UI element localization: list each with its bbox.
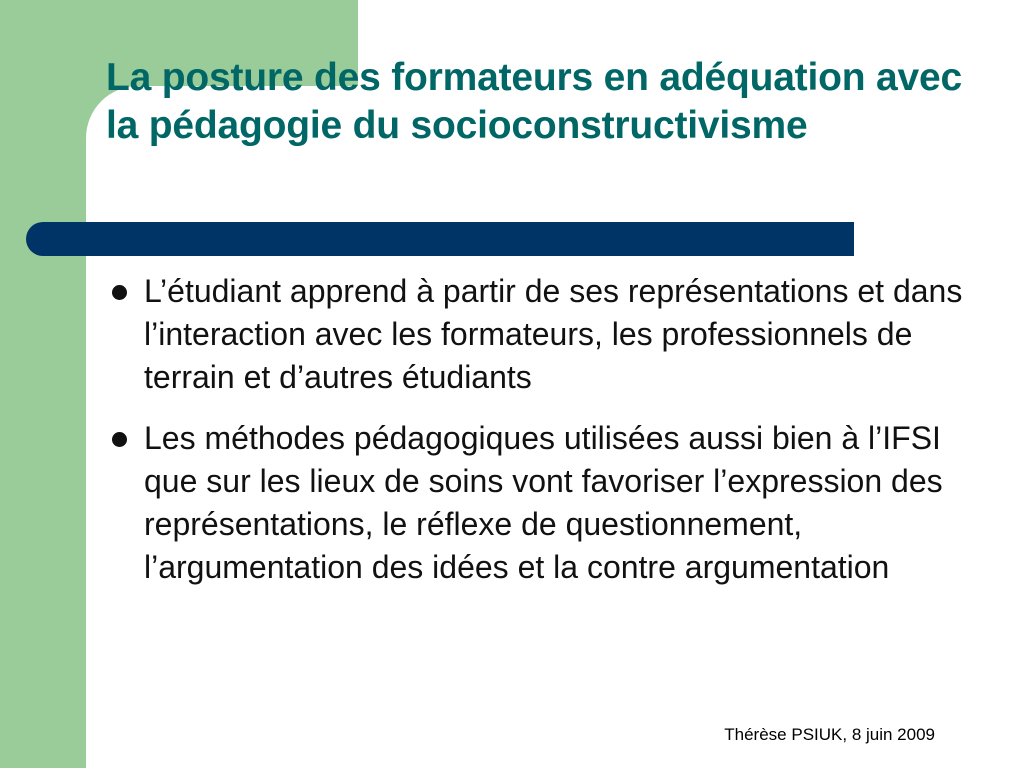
bullet-text: Les méthodes pédagogiques utilisées aussi bien à l’IFSI que sur les lieux de soins vont favoriser l’expression des représentations, le réflexe de questionnement, l’argumentation des idées et la contre argumentation (144, 420, 943, 585)
bullet-item (112, 417, 972, 589)
slide-title: La posture des formateurs en adéquation avec la pédagogie du socioconstructivisme (106, 56, 962, 147)
bullet-text: L’étudiant apprend à partir de ses représentations et dans l’interaction avec les formateurs, les professionnels de terrain et d’autres étudiants (144, 273, 963, 395)
bullet-list (112, 270, 972, 607)
title-divider-bar (26, 222, 854, 256)
bullet-dot-icon (112, 285, 127, 300)
bullet-item (112, 270, 972, 399)
slide-footer: Thérèse PSIUK, 8 juin 2009 (724, 725, 935, 744)
bullet-dot-icon (112, 432, 127, 447)
